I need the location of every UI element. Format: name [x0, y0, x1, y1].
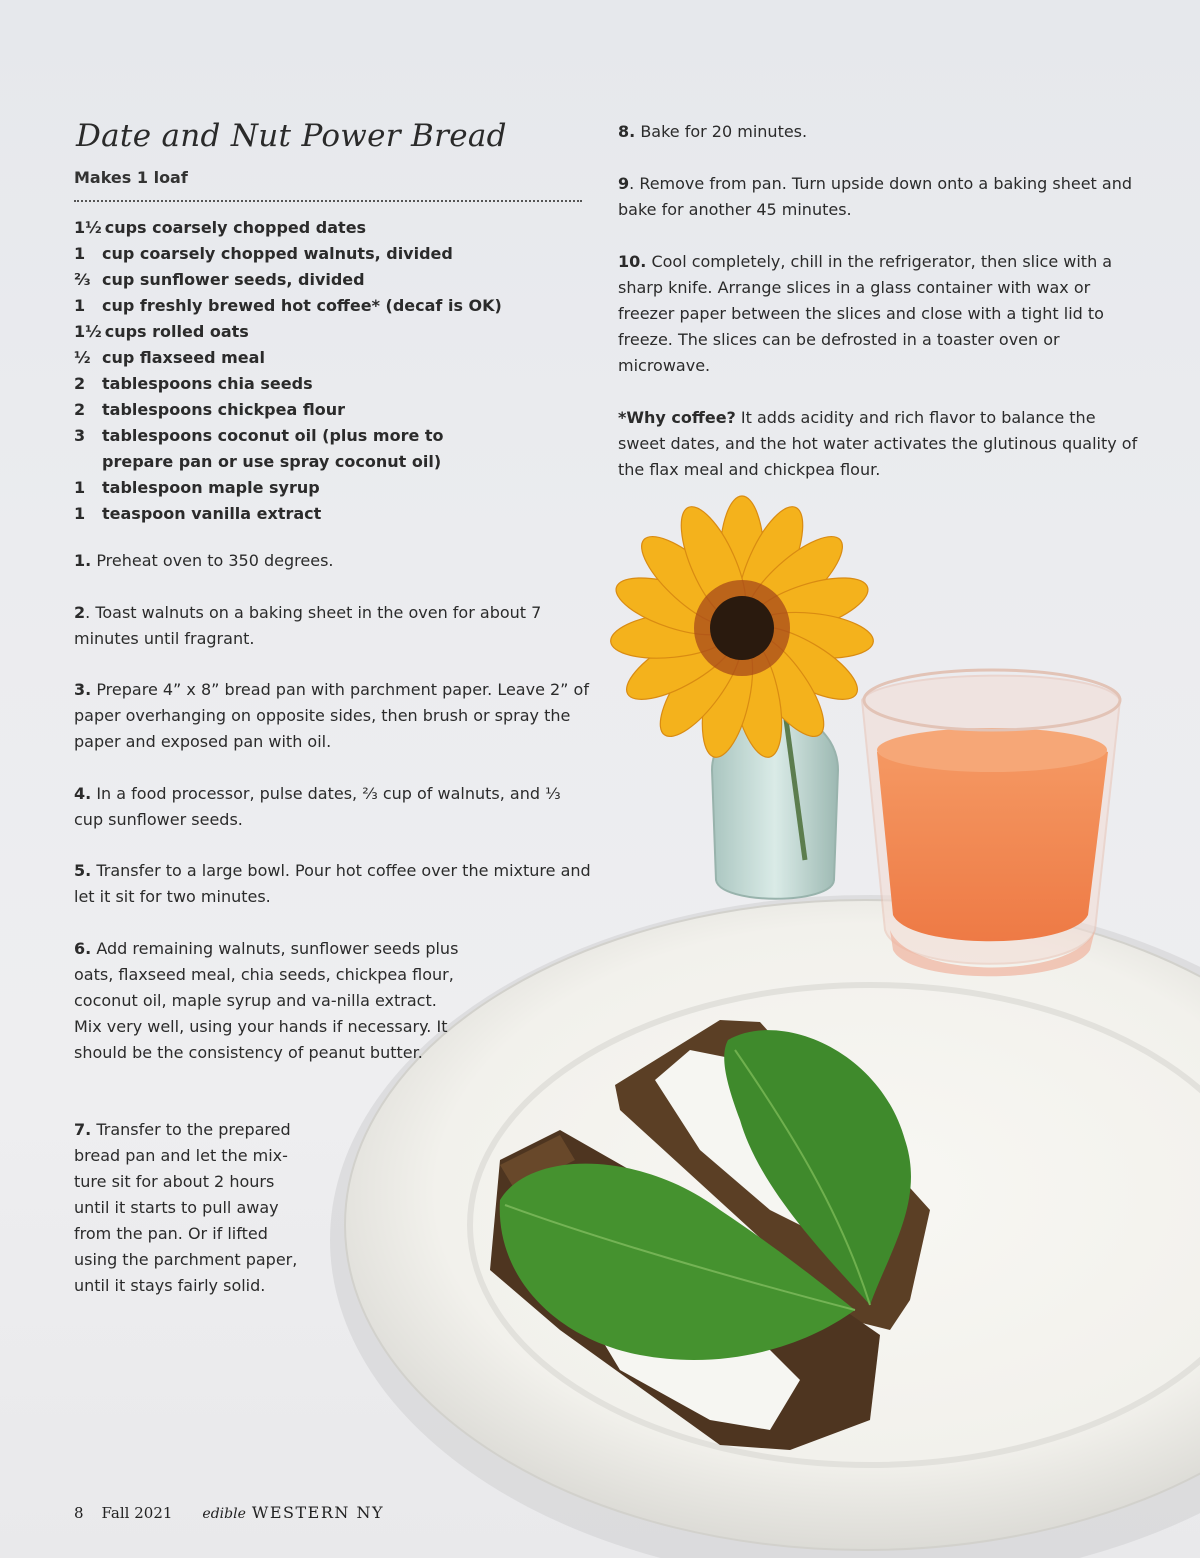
recipe-header	[74, 112, 584, 527]
juice-glass	[862, 670, 1120, 976]
page-number: 8	[74, 1504, 84, 1522]
brand-prefix: edible	[202, 1506, 246, 1522]
recipe-yield: Makes 1 loaf	[74, 168, 188, 187]
page-footer	[74, 1503, 384, 1522]
step-4: 4. In a food processor, pulse dates, ⅔ cup of walnuts, and ⅓ cup sunflower seeds.	[74, 784, 561, 829]
recipe-title: Date and Nut Power Bread	[76, 118, 507, 154]
step-2: 2. Toast walnuts on a baking sheet in the oven for about 7 minutes until fragrant.	[74, 603, 542, 648]
issue-season: Fall 2021	[101, 1504, 173, 1522]
ingredient-item: 1 cup freshly brewed hot coffee* (decaf is OK)	[74, 296, 502, 315]
brand-name: WESTERN NY	[251, 1503, 385, 1522]
recipe-steps-continued	[618, 119, 1143, 509]
step-10: 10. Cool completely, chill in the refrigerator, then slice with a sharp knife. Arrange slices in a glass container with wax or freezer paper between the slices and close with a tight lid to freeze. The slices can be defrosted in a toaster oven or microwave.	[618, 252, 1113, 375]
ingredient-item: 1 teaspoon vanilla extract	[74, 504, 322, 523]
ingredient-item: 1 cup coarsely chopped walnuts, divided	[74, 244, 453, 263]
ingredient-item: 3 tablespoons coconut oil (plus more to prepare pan or use spray coconut oil)	[74, 426, 444, 471]
ingredient-item: ²⁄₃ cup sunflower seeds, divided	[74, 270, 365, 289]
ingredient-item: 1 tablespoon maple syrup	[74, 478, 320, 497]
step-7: 7. Transfer to the prepared bread pan and let the mix-ture sit for about 2 hours until it starts to pull away from the pan. Or if lifted using the parchment paper, until it stays fairly solid.	[74, 1120, 298, 1295]
ingredient-item: 1½ cups rolled oats	[74, 322, 249, 341]
step-9: 9. Remove from pan. Turn upside down onto a baking sheet and bake for another 45 minutes.	[618, 174, 1132, 219]
ingredient-item: 2 tablespoons chia seeds	[74, 374, 313, 393]
step-8: 8. Bake for 20 minutes.	[618, 122, 808, 141]
step-5: 5. Transfer to a large bowl. Pour hot coffee over the mixture and let it sit for two minutes.	[74, 861, 591, 906]
step-1: 1. Preheat oven to 350 degrees.	[74, 551, 334, 570]
step-3: 3. Prepare 4” x 8” bread pan with parchment paper. Leave 2” of paper overhanging on opposite sides, then brush or spray the paper and exposed pan with oil.	[74, 680, 589, 751]
step-6: 6. Add remaining walnuts, sunflower seeds plus oats, flaxseed meal, chia seeds, chickpea flour, coconut oil, maple syrup and va-nilla extract. Mix very well, using your hands if necessary. It should be the consistency of peanut butter.	[74, 939, 459, 1062]
sunflower-icon	[608, 496, 875, 762]
why-coffee-note: *Why coffee? It adds acidity and rich flavor to balance the sweet dates, and the hot water activates the glutinous quality of the flax meal and chickpea flour.	[618, 408, 1138, 479]
ingredient-item: 1½ cups coarsely chopped dates	[74, 218, 367, 237]
ingredient-item: ½ cup flaxseed meal	[74, 348, 265, 367]
ingredient-item: 2 tablespoons chickpea flour	[74, 400, 345, 419]
ingredient-list	[74, 215, 584, 527]
dotted-divider	[74, 200, 582, 202]
